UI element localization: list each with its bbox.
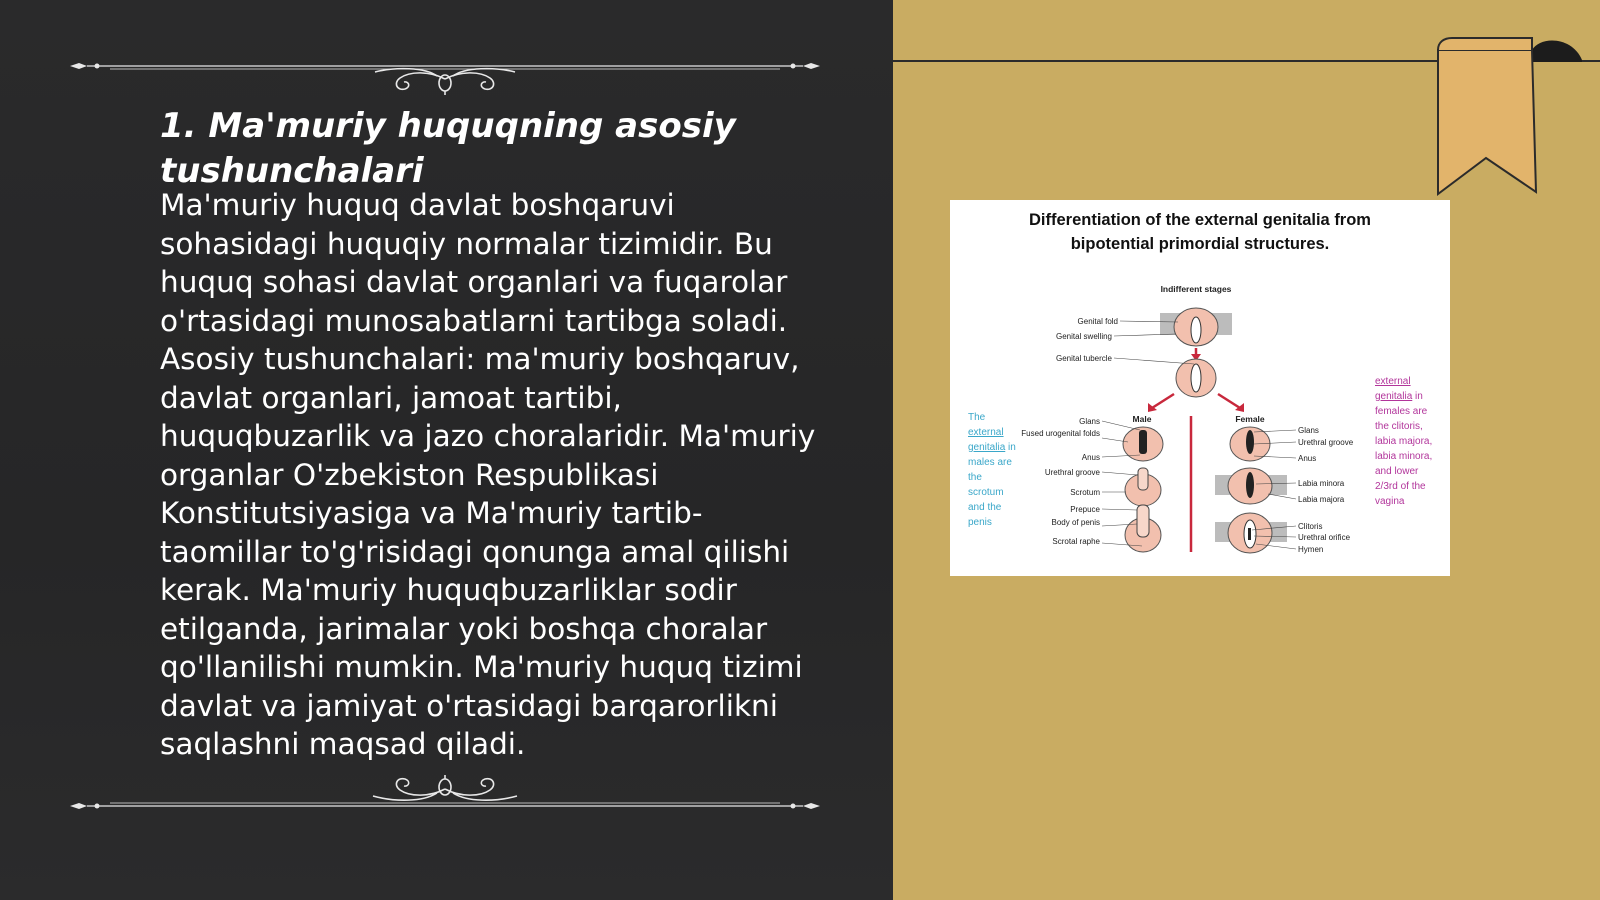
indifferent-stage-label: Indifferent stages: [1160, 284, 1232, 294]
label-genital-swelling: Genital swelling: [1055, 332, 1112, 341]
male-stages: [1123, 427, 1163, 552]
svg-text:Anus: Anus: [1081, 453, 1100, 462]
svg-text:Prepuce: Prepuce: [1070, 505, 1100, 514]
female-note-link[interactable]: external genitalia: [1375, 376, 1413, 402]
arrow-to-male: [1152, 394, 1174, 408]
top-ornament: [65, 45, 825, 95]
svg-text:Scrotal raphe: Scrotal raphe: [1052, 537, 1100, 546]
svg-text:Glans: Glans: [1298, 426, 1319, 435]
figure-title-line-1: Differentiation of the external genitalia from: [1029, 211, 1371, 229]
female-header: Female: [1235, 414, 1265, 424]
svg-text:Hymen: Hymen: [1298, 545, 1324, 554]
svg-text:Labia minora: Labia minora: [1298, 479, 1345, 488]
svg-text:Glans: Glans: [1079, 417, 1100, 426]
male-note-pre: The: [968, 412, 986, 423]
male-header: Male: [1132, 414, 1152, 424]
slide-title: 1. Ma'muriy huquqning asosiy tushunchalari: [160, 106, 736, 191]
svg-text:Body of penis: Body of penis: [1051, 518, 1100, 527]
svg-text:Scrotum: Scrotum: [1070, 488, 1100, 497]
female-stages: [1215, 427, 1287, 553]
svg-text:Urethral groove: Urethral groove: [1044, 468, 1100, 477]
male-side-note: [968, 410, 1016, 530]
arrow-to-female: [1218, 394, 1240, 408]
male-note-rest: in males are the scrotum and the penis: [968, 442, 1016, 528]
bottom-ornament: [65, 775, 825, 825]
svg-text:Urethral groove: Urethral groove: [1298, 438, 1354, 447]
female-side-note: [1375, 374, 1435, 509]
male-note-link[interactable]: external genitalia: [968, 427, 1006, 453]
label-genital-tubercle: Genital tubercle: [1055, 354, 1112, 363]
diagram-image: [950, 200, 1450, 576]
label-genital-fold: Genital fold: [1077, 317, 1118, 326]
svg-text:Labia majora: Labia majora: [1298, 495, 1345, 504]
svg-text:Anus: Anus: [1298, 454, 1317, 463]
slide-body-text: Ma'muriy huquq davlat boshqaruvi sohasidagi huquqiy normalar tizimidir. Bu huquq sohasi davlat organlari va fuqarolar o'rtasidagi munosabatlarni tartibga soladi. Asosiy tushunchalari: ma'muriy boshqaruv, davlat organlari, jamoat tartibi, huquqbuzarlik va jazo choralaridir. Ma'muriy organlar O'zbekiston Respublikasi Konstitutsiyasiga va Ma'muriy tartib-taomillar to'g'risidagi qonunga amal qilishi kerak. Ma'muriy huquqbuzarliklar sodir etilganda, jarimalar yoki boshqa choralar qo'llanilishi mumkin. Ma'muriy huquq tizimi davlat va jamiyat o'rtasidagi barqarorlikni saqlashni maqsad qiladi.: [160, 188, 816, 761]
figure-title-line-2: bipotential primordial structures.: [1070, 235, 1330, 253]
bookmark-ribbon: [1432, 36, 1582, 201]
svg-text:Urethral orifice: Urethral orifice: [1298, 533, 1351, 542]
male-labels: [1021, 417, 1142, 546]
svg-text:Clitoris: Clitoris: [1298, 522, 1323, 531]
female-note-rest: in females are the clitoris, labia majora, labia minora, and lower 2/3rd of the vagina: [1375, 391, 1433, 507]
svg-text:Fused urogenital folds: Fused urogenital folds: [1021, 429, 1100, 438]
